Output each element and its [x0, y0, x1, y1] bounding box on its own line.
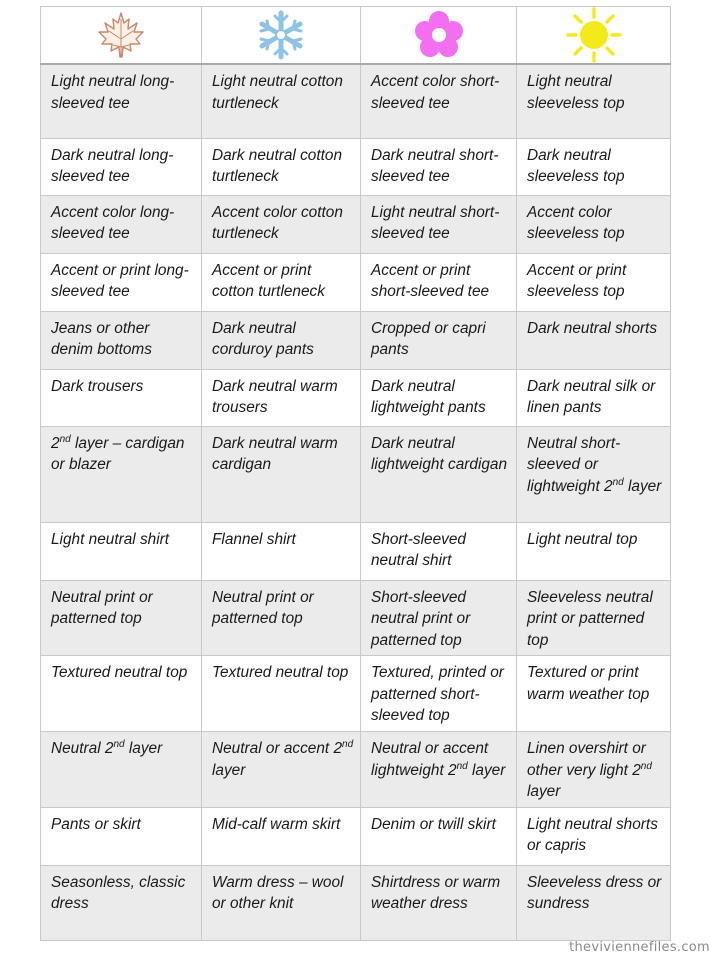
- table-cell: Linen overshirt or other very light 2nd layer: [517, 732, 671, 808]
- table-cell: Seasonless, classic dress: [41, 865, 202, 940]
- table-cell: Dark neutral lightweight cardigan: [361, 426, 517, 522]
- table-cell: Textured or print warm weather top: [517, 656, 671, 732]
- table-cell: Accent or print cotton turtleneck: [202, 253, 361, 311]
- table-row: [41, 732, 671, 808]
- sun-icon: [565, 7, 623, 63]
- table-row: [41, 369, 671, 426]
- table-cell: Cropped or capri pants: [361, 311, 517, 369]
- table-cell: Dark neutral sleeveless top: [517, 138, 671, 195]
- table-row: [41, 195, 671, 253]
- summer-column-header: [517, 7, 671, 65]
- table-cell: Short-sleeved neutral print or patterned top: [361, 580, 517, 656]
- table-cell: Neutral 2nd layer: [41, 732, 202, 808]
- table-cell: Light neutral cotton turtleneck: [202, 64, 361, 138]
- table-row: [41, 64, 671, 138]
- table-cell: Accent or print long-sleeved tee: [41, 253, 202, 311]
- table-cell: Dark trousers: [41, 369, 202, 426]
- table-cell: Neutral short-sleeved or lightweight 2nd layer: [517, 426, 671, 522]
- table-cell: Denim or twill skirt: [361, 807, 517, 865]
- table-cell: Light neutral long-sleeved tee: [41, 64, 202, 138]
- table-row: [41, 522, 671, 580]
- autumn-column-header: [41, 7, 202, 65]
- table-cell: Dark neutral long-sleeved tee: [41, 138, 202, 195]
- table-row: [41, 253, 671, 311]
- table-cell: Dark neutral lightweight pants: [361, 369, 517, 426]
- table-cell: Sleeveless neutral print or patterned top: [517, 580, 671, 656]
- table-cell: Accent color sleeveless top: [517, 195, 671, 253]
- table-cell: 2nd layer – cardigan or blazer: [41, 426, 202, 522]
- table-row: [41, 138, 671, 195]
- table-cell: Neutral or accent 2nd layer: [202, 732, 361, 808]
- flower-icon: [413, 9, 465, 61]
- header-row: [41, 7, 671, 65]
- table-cell: Shirtdress or warm weather dress: [361, 865, 517, 940]
- table-cell: Dark neutral silk or linen pants: [517, 369, 671, 426]
- table-cell: Light neutral sleeveless top: [517, 64, 671, 138]
- table-cell: Accent color cotton turtleneck: [202, 195, 361, 253]
- table-cell: Sleeveless dress or sundress: [517, 865, 671, 940]
- table-cell: Mid-calf warm skirt: [202, 807, 361, 865]
- table-cell: Dark neutral corduroy pants: [202, 311, 361, 369]
- table-cell: Accent or print sleeveless top: [517, 253, 671, 311]
- winter-column-header: [202, 7, 361, 65]
- table-cell: Dark neutral short-sleeved tee: [361, 138, 517, 195]
- snowflake-icon: [255, 9, 307, 61]
- table-row: [41, 311, 671, 369]
- table-cell: Accent color short-sleeved tee: [361, 64, 517, 138]
- table-cell: Accent color long-sleeved tee: [41, 195, 202, 253]
- table-cell: Jeans or other denim bottoms: [41, 311, 202, 369]
- table-cell: Light neutral shorts or capris: [517, 807, 671, 865]
- wardrobe-table: [40, 6, 671, 941]
- table-cell: Short-sleeved neutral shirt: [361, 522, 517, 580]
- table-cell: Neutral print or patterned top: [41, 580, 202, 656]
- site-watermark: theviviennefiles.com: [569, 940, 710, 955]
- table-cell: Flannel shirt: [202, 522, 361, 580]
- table-cell: Dark neutral cotton turtleneck: [202, 138, 361, 195]
- table-row: [41, 656, 671, 732]
- table-cell: Light neutral short-sleeved tee: [361, 195, 517, 253]
- spring-column-header: [361, 7, 517, 65]
- table-row: [41, 580, 671, 656]
- maple-leaf-icon: [93, 9, 149, 61]
- table-cell: Pants or skirt: [41, 807, 202, 865]
- table-cell: Dark neutral warm cardigan: [202, 426, 361, 522]
- table-cell: Dark neutral warm trousers: [202, 369, 361, 426]
- table-cell: Neutral or accent lightweight 2nd layer: [361, 732, 517, 808]
- table-row: [41, 426, 671, 522]
- table-cell: Warm dress – wool or other knit: [202, 865, 361, 940]
- table-cell: Accent or print short-sleeved tee: [361, 253, 517, 311]
- table-cell: Light neutral shirt: [41, 522, 202, 580]
- table-row: [41, 807, 671, 865]
- table-cell: Textured neutral top: [41, 656, 202, 732]
- table-cell: Light neutral top: [517, 522, 671, 580]
- table-cell: Neutral print or patterned top: [202, 580, 361, 656]
- table-row: [41, 865, 671, 940]
- table-cell: Textured neutral top: [202, 656, 361, 732]
- table-cell: Textured, printed or patterned short-sleeved top: [361, 656, 517, 732]
- table-cell: Dark neutral shorts: [517, 311, 671, 369]
